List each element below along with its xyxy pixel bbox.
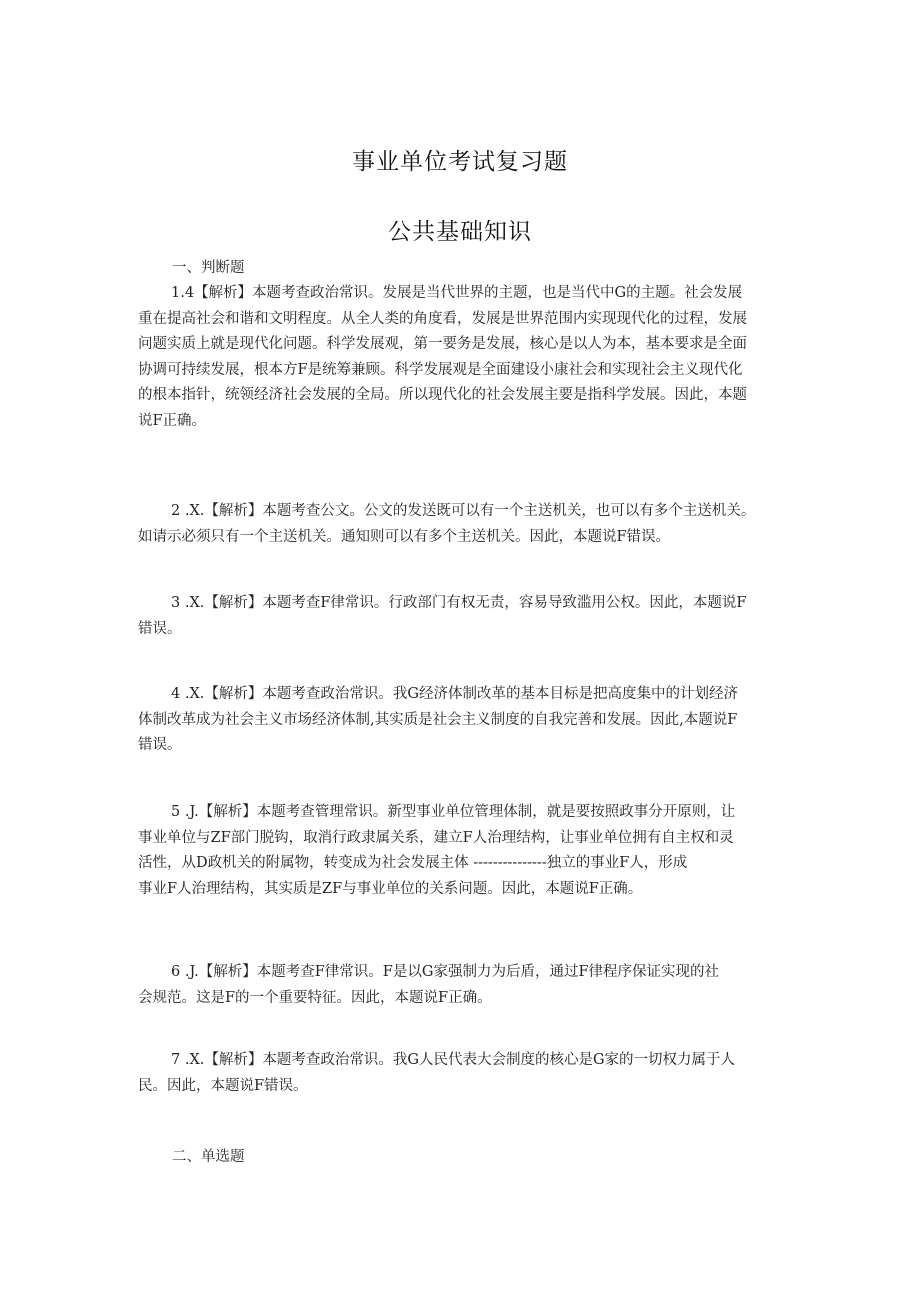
answer-line: 协调可持续发展，根本方F是统筹兼顾。科学发展观是全面建设小康社会和实现社会主义现代化 — [138, 361, 743, 378]
answer-item-2 — [138, 499, 798, 550]
answer-item-1 — [138, 281, 798, 434]
answer-item-6 — [138, 960, 798, 1011]
document-subtitle: 公共基础知识 — [388, 219, 532, 245]
answer-line: 事业单位与ZF部门脱钩，取消行政隶属关系，建立F人治理结构，让事业单位拥有自主权和灵 — [138, 829, 734, 846]
answer-line: 活性，从D政机关的附属物，转变成为社会发展主体 ---------------独立的事业F人，形成 — [138, 855, 688, 871]
answer-line: 重在提高社会和谐和文明程度。从全人类的角度看，发展是世界范围内实现现代化的过程，发展 — [138, 310, 747, 327]
answer-line: 事业F人治理结构，其实质是ZF与事业单位的关系问题。因此，本题说F正确。 — [138, 880, 643, 897]
answer-line: 5 .J.【解析】本题考查管理常识。新型事业单位管理体制，就是要按照政事分开原则，让 — [171, 804, 736, 820]
answer-item-5 — [138, 800, 798, 902]
answer-line: 3 .X.【解析】本题考查F律常识。行政部门有权无责，容易导致滥用公权。因此，本题说F — [171, 595, 747, 611]
document-title: 事业单位考试复习题 — [352, 149, 568, 175]
answer-line: 问题实质上就是现代化问题。科学发展观，第一要务是发展，核心是以人为本，基本要求是全面 — [138, 336, 747, 352]
answer-line: 民。因此，本题说F错误。 — [138, 1077, 308, 1094]
section-heading-single-choice: 二、单选题 — [172, 1149, 245, 1165]
answer-line: 错误。 — [138, 620, 182, 637]
answer-item-3 — [138, 591, 798, 642]
answer-line: 1.4【解析】本题考查政治常识。发展是当代世界的主题，也是当代中G的主题。社会发展 — [171, 285, 743, 301]
answer-item-4 — [138, 682, 798, 759]
answer-line: 说F正确。 — [138, 412, 207, 429]
answer-line: 7 .X.【解析】本题考查政治常识。我G人民代表大会制度的核心是G家的一切权力属于人 — [171, 1052, 736, 1068]
answer-line: 4 .X.【解析】本题考查政治常识。我G经济体制改革的基本目标是把高度集中的计划经济 — [171, 686, 738, 702]
section-heading-judgment: 一、判断题 — [172, 260, 245, 276]
answer-line: 体制改革成为社会主义市场经济体制,其实质是社会主义制度的自我完善和发展。因此,本题说F — [138, 711, 738, 728]
answer-line: 错误。 — [138, 737, 182, 753]
answer-line: 2 .X.【解析】本题考查公文。公文的发送既可以有一个主送机关，也可以有多个主送机关。 — [171, 503, 756, 519]
answer-item-7 — [138, 1048, 798, 1099]
answer-line: 会规范。这是F的一个重要特征。因此，本题说F正确。 — [138, 989, 492, 1006]
answer-line: 的根本指针，统领经济社会发展的全局。所以现代化的社会发展主要是指科学发展。因此，本题 — [138, 387, 747, 403]
answer-line: 如请示必须只有一个主送机关。通知则可以有多个主送机关。因此，本题说F错误。 — [138, 528, 671, 545]
answer-line: 6 .J.【解析】本题考查F律常识。F是以G家强制力为后盾，通过F律程序保证实现的社 — [171, 964, 720, 980]
